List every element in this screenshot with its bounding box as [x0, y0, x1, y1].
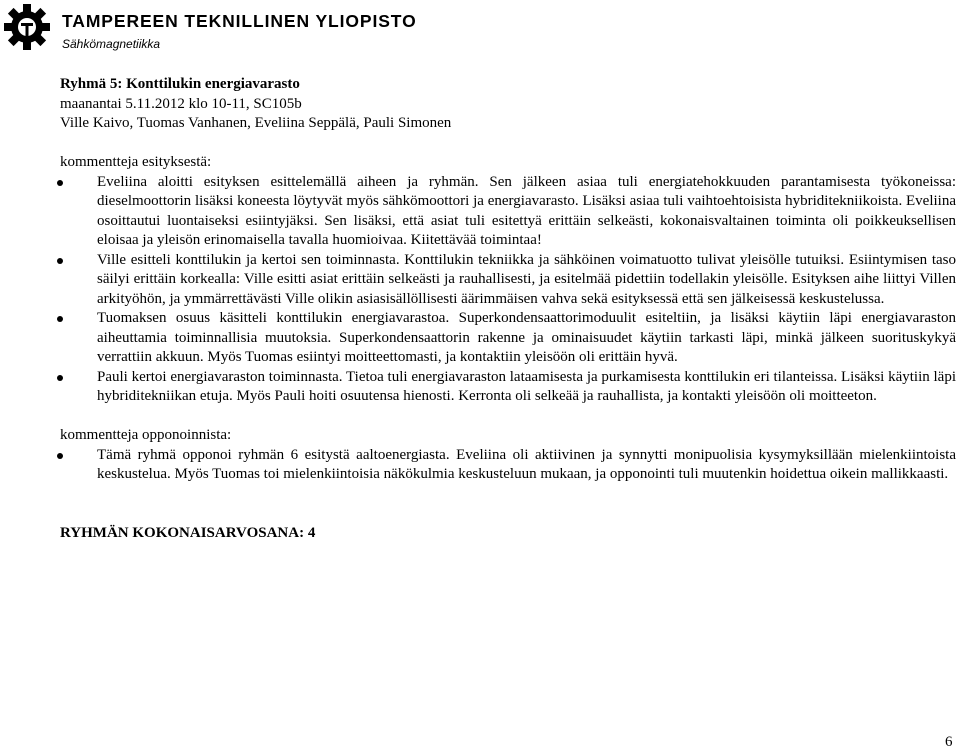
page-number: 6	[945, 734, 953, 750]
group-members: Ville Kaivo, Tuomas Vanhanen, Eveliina Seppälä, Pauli Simonen	[60, 115, 452, 131]
department-name: Sähkömagnetiikka	[62, 37, 161, 51]
final-grade: RYHMÄN KOKONAISARVOSANA: 4	[60, 524, 316, 541]
list-item: Pauli kertoi energiavaraston toiminnasta. Tietoa tuli energiavaraston lataamisesta ja purkamisesta konttilukin eri tilanteissa. Lisäksi käytiin läpi hybriditekniikan etuja. Myös Pauli hoiti osuutensa hienosti. Kerronta oli selkeää ja rauhallista, ja kontakti yleisöön oli moitteeton.	[60, 368, 956, 407]
list-item: Tuomaksen osuus käsitteli konttilukin energiavarastoa. Superkondensaattorimoduulit esiteltiin, ja lisäksi käytiin läpi energiavaraston aiheuttamia toiminnallisia muutoksia. Superkondensaattorin rakenne ja ominaisuudet käytiin tarkasti läpi, minkä jälkeen suorituskykyä verrattiin akkuun. Myös Tuomas esiintyi moitteettomasti, ja kontaktiin yleisöön oli erittäin hyvä.	[60, 309, 956, 368]
opposition-comments-label: kommentteja opponoinnista:	[60, 427, 232, 443]
document-body	[60, 75, 956, 543]
presentation-comments-label: kommentteja esityksestä:	[60, 154, 212, 170]
page-header	[0, 0, 960, 60]
date-line: maanantai 5.11.2012 klo 10-11, SC105b	[60, 95, 302, 112]
list-item: Eveliina aloitti esityksen esittelemällä aiheen ja ryhmän. Sen jälkeen asiaa tuli energiatehokkuuden parantamisesta työkoneissa: dieselmoottorin lisäksi koneesta löytyvät myös sähkömoottori ja energiavarasto. Lisäksi asiaa tuli vaihtoehtoisista hybriditekniikoista. Eveliina osoittautui luontaiseksi esiintyjäksi. Sen lisäksi, että asiat tuli esitettyä erittäin selkeästi, kokonaisvaltainen toiminta oli poikkeuksellisen eloisaa ja yleisön erinomaisella tavalla huomioivaa. Kiitettävää toimintaa!	[60, 173, 956, 251]
document-title: Ryhmä 5: Konttilukin energiavarasto	[60, 76, 300, 92]
opposition-comments-list	[60, 446, 956, 485]
university-name: TAMPEREEN TEKNILLINEN YLIOPISTO	[62, 11, 417, 31]
tut-gear-logo-icon	[2, 2, 52, 52]
list-item: Ville esitteli konttilukin ja kertoi sen toiminnasta. Konttilukin tekniikka ja sähköinen voimatuotto tulivat yleisölle tutuiksi. Esiintymisen taso säilyi erittäin korkealla: Ville esitti asiat erittäin selkeästi ja rauhallisesti, ja esitelmää pidettiin todellakin yleisölle. Esityksen aihe liittyi Villen arkityöhön, ja ymmärrettävästi Ville olikin asiasisällöllisesti äärimmäisen vahva sekä esityksessä että sen jälkeisessä keskustelussa.	[60, 251, 956, 310]
presentation-comments-list	[60, 173, 956, 407]
list-item: Tämä ryhmä opponoi ryhmän 6 esitystä aaltoenergiasta. Eveliina oli aktiivinen ja synnytti monipuolisia kysymyksillään mielenkiintoista keskustelua. Myös Tuomas toi mielenkiintoisia näkökulmia keskusteluun mukaan, ja opponointi tuli muutenkin hoidettua oikein mallikkaasti.	[60, 446, 956, 485]
